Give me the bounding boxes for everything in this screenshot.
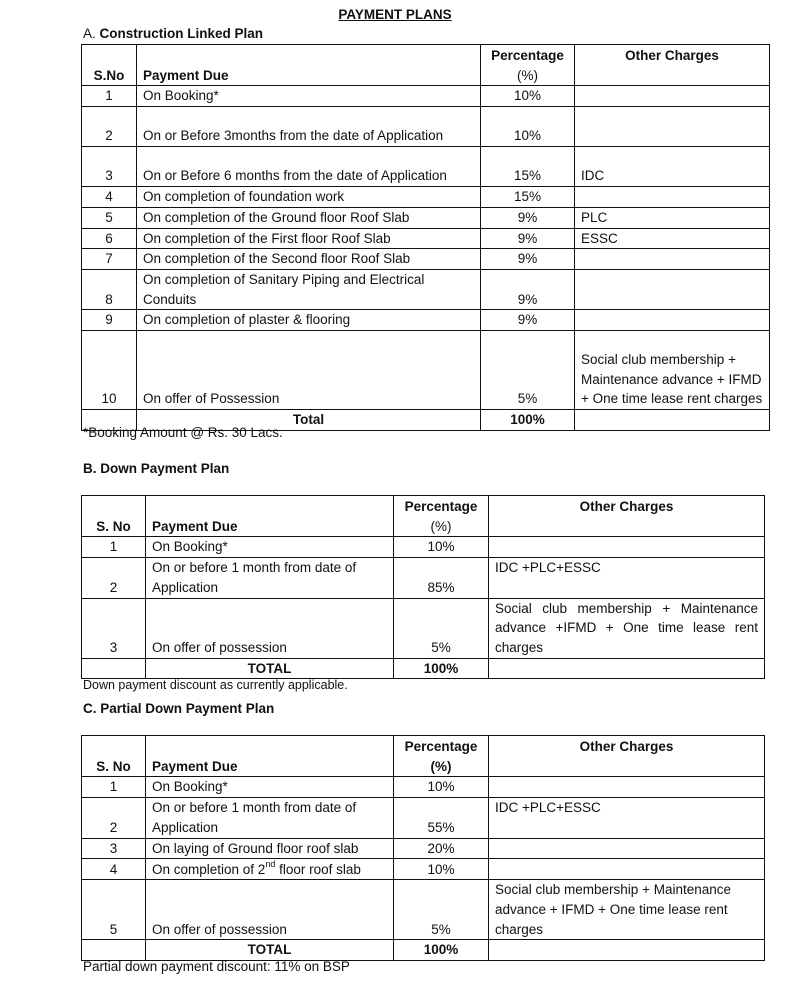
row-percentage: 10% xyxy=(394,859,489,880)
row-other-charges: Social club membership + Maintenance advance + IFMD + One time lease rent charges xyxy=(575,331,770,410)
table-row xyxy=(82,859,765,880)
row-other-charges: PLC xyxy=(575,207,770,228)
plan-b-table xyxy=(81,495,765,679)
table-row xyxy=(82,558,765,598)
row-other-charges xyxy=(575,187,770,208)
row-payment-due-text-rest: floor roof slab xyxy=(275,861,361,877)
row-sno: 4 xyxy=(82,859,146,880)
row-sno: 2 xyxy=(82,798,146,838)
header-percentage-line2: (%) xyxy=(430,758,452,774)
row-other-charges: Social club membership + Maintenance advance + IFMD + One time lease rent charges xyxy=(489,880,765,940)
total-percentage: 100% xyxy=(481,410,575,431)
row-payment-due: On or before 1 month from date of Application xyxy=(146,798,394,838)
plan-a-footnote: *Booking Amount @ Rs. 30 Lacs. xyxy=(83,425,283,440)
row-sno: 3 xyxy=(82,147,137,187)
plan-a-table xyxy=(81,44,770,431)
row-sno: 1 xyxy=(82,537,146,558)
table-row xyxy=(82,798,765,838)
row-sno: 5 xyxy=(82,207,137,228)
row-payment-due: On Booking* xyxy=(146,777,394,798)
header-other-charges: Other Charges xyxy=(575,45,770,86)
row-sno: 2 xyxy=(82,558,146,598)
row-other-charges xyxy=(575,269,770,309)
row-percentage: 20% xyxy=(394,838,489,859)
row-sno: 3 xyxy=(82,598,146,658)
table-header-row xyxy=(82,45,770,86)
table-row xyxy=(82,777,765,798)
row-sno: 9 xyxy=(82,310,137,331)
table-row xyxy=(82,228,770,249)
row-percentage: 5% xyxy=(394,880,489,940)
row-percentage: 9% xyxy=(481,269,575,309)
header-percentage-line2: (%) xyxy=(517,67,538,83)
row-payment-due: On completion of foundation work xyxy=(137,187,481,208)
plan-c-footnote: Partial down payment discount: 11% on BSP xyxy=(83,959,350,974)
row-other-charges: Social club membership + Maintenance advance +IFMD + One time lease rent charges xyxy=(489,598,765,658)
table-row xyxy=(82,537,765,558)
row-percentage: 9% xyxy=(481,228,575,249)
row-payment-due: On completion of the Second floor Roof Slab xyxy=(137,249,481,270)
plan-b-footnote: Down payment discount as currently applicable. xyxy=(83,678,348,692)
row-other-charges xyxy=(489,838,765,859)
row-payment-due: On or Before 6 months from the date of Application xyxy=(137,147,481,187)
table-total-row xyxy=(82,940,765,961)
header-payment-due: Payment Due xyxy=(146,736,394,777)
header-payment-due: Payment Due xyxy=(146,496,394,537)
row-payment-due: On completion of Sanitary Piping and Electrical Conduits xyxy=(137,269,481,309)
table-row xyxy=(82,310,770,331)
total-charges-cell xyxy=(489,940,765,961)
row-payment-due: On or before 1 month from date of Application xyxy=(146,558,394,598)
row-percentage: 15% xyxy=(481,147,575,187)
table-total-row xyxy=(82,658,765,679)
row-percentage: 15% xyxy=(481,187,575,208)
header-percentage xyxy=(394,496,489,537)
header-percentage-line1: Percentage xyxy=(404,499,478,514)
row-percentage: 9% xyxy=(481,207,575,228)
header-percentage xyxy=(394,736,489,777)
table-row xyxy=(82,269,770,309)
header-sno: S. No xyxy=(82,496,146,537)
row-percentage: 10% xyxy=(394,537,489,558)
plan-a-title-text: Construction Linked Plan xyxy=(99,26,264,41)
row-other-charges: IDC +PLC+ESSC xyxy=(489,558,765,598)
row-sno: 8 xyxy=(82,269,137,309)
row-percentage: 55% xyxy=(394,798,489,838)
row-percentage: 9% xyxy=(481,249,575,270)
table-row xyxy=(82,880,765,940)
header-other-charges: Other Charges xyxy=(489,736,765,777)
plan-b-title: B. Down Payment Plan xyxy=(83,461,230,476)
table-row xyxy=(82,249,770,270)
row-sno: 10 xyxy=(82,331,137,410)
row-percentage: 10% xyxy=(481,107,575,147)
row-other-charges xyxy=(489,537,765,558)
row-other-charges: IDC xyxy=(575,147,770,187)
table-row xyxy=(82,107,770,147)
row-payment-due: On offer of possession xyxy=(146,598,394,658)
row-payment-due: On or Before 3months from the date of Application xyxy=(137,107,481,147)
row-payment-due: On completion of the First floor Roof Slab xyxy=(137,228,481,249)
row-other-charges xyxy=(575,249,770,270)
header-percentage xyxy=(481,45,575,86)
row-payment-due: On completion of the Ground floor Roof Slab xyxy=(137,207,481,228)
row-sno: 6 xyxy=(82,228,137,249)
row-other-charges xyxy=(489,777,765,798)
table-row xyxy=(82,86,770,107)
row-payment-due: On completion of plaster & flooring xyxy=(137,310,481,331)
row-percentage: 5% xyxy=(394,598,489,658)
row-sno: 5 xyxy=(82,880,146,940)
row-sno: 4 xyxy=(82,187,137,208)
row-other-charges xyxy=(575,86,770,107)
row-payment-due xyxy=(146,859,394,880)
header-other-charges: Other Charges xyxy=(489,496,765,537)
table-row xyxy=(82,147,770,187)
total-empty-cell xyxy=(82,658,146,679)
row-payment-due: On Booking* xyxy=(146,537,394,558)
row-other-charges: ESSC xyxy=(575,228,770,249)
row-percentage: 5% xyxy=(481,331,575,410)
row-sno: 7 xyxy=(82,249,137,270)
header-percentage-line1: Percentage xyxy=(404,739,478,754)
row-other-charges: IDC +PLC+ESSC xyxy=(489,798,765,838)
page-title: PAYMENT PLANS xyxy=(338,7,452,22)
total-percentage: 100% xyxy=(394,658,489,679)
total-label: Total xyxy=(137,410,481,431)
row-percentage: 10% xyxy=(394,777,489,798)
header-sno: S. No xyxy=(82,736,146,777)
header-payment-due: Payment Due xyxy=(137,45,481,86)
table-header-row xyxy=(82,496,765,537)
ordinal-suffix: nd xyxy=(265,859,276,870)
row-payment-due: On laying of Ground floor roof slab xyxy=(146,838,394,859)
total-charges-cell xyxy=(575,410,770,431)
table-row xyxy=(82,331,770,410)
table-row xyxy=(82,838,765,859)
plan-c-title: C. Partial Down Payment Plan xyxy=(83,701,275,716)
row-sno: 1 xyxy=(82,777,146,798)
header-percentage-line2: (%) xyxy=(430,518,452,534)
row-sno: 1 xyxy=(82,86,137,107)
row-payment-due: On offer of possession xyxy=(146,880,394,940)
total-charges-cell xyxy=(489,658,765,679)
row-payment-due: On offer of Possession xyxy=(137,331,481,410)
row-percentage: 9% xyxy=(481,310,575,331)
row-other-charges xyxy=(575,310,770,331)
row-payment-due-text: On completion of 2 xyxy=(152,861,266,877)
row-payment-due: On Booking* xyxy=(137,86,481,107)
total-percentage: 100% xyxy=(394,940,489,961)
table-row xyxy=(82,187,770,208)
table-row xyxy=(82,598,765,658)
row-percentage: 10% xyxy=(481,86,575,107)
header-percentage-line1: Percentage xyxy=(491,48,564,63)
row-percentage: 85% xyxy=(394,558,489,598)
row-sno: 2 xyxy=(82,107,137,147)
plan-a-prefix: A. xyxy=(83,26,100,41)
total-empty-cell xyxy=(82,940,146,961)
total-label: TOTAL xyxy=(146,940,394,961)
table-row xyxy=(82,207,770,228)
table-header-row xyxy=(82,736,765,777)
header-sno: S.No xyxy=(82,45,137,86)
plan-c-table xyxy=(81,735,765,961)
plan-a-title xyxy=(83,26,263,41)
row-other-charges xyxy=(575,107,770,147)
total-label: TOTAL xyxy=(146,658,394,679)
row-sno: 3 xyxy=(82,838,146,859)
row-other-charges xyxy=(489,859,765,880)
